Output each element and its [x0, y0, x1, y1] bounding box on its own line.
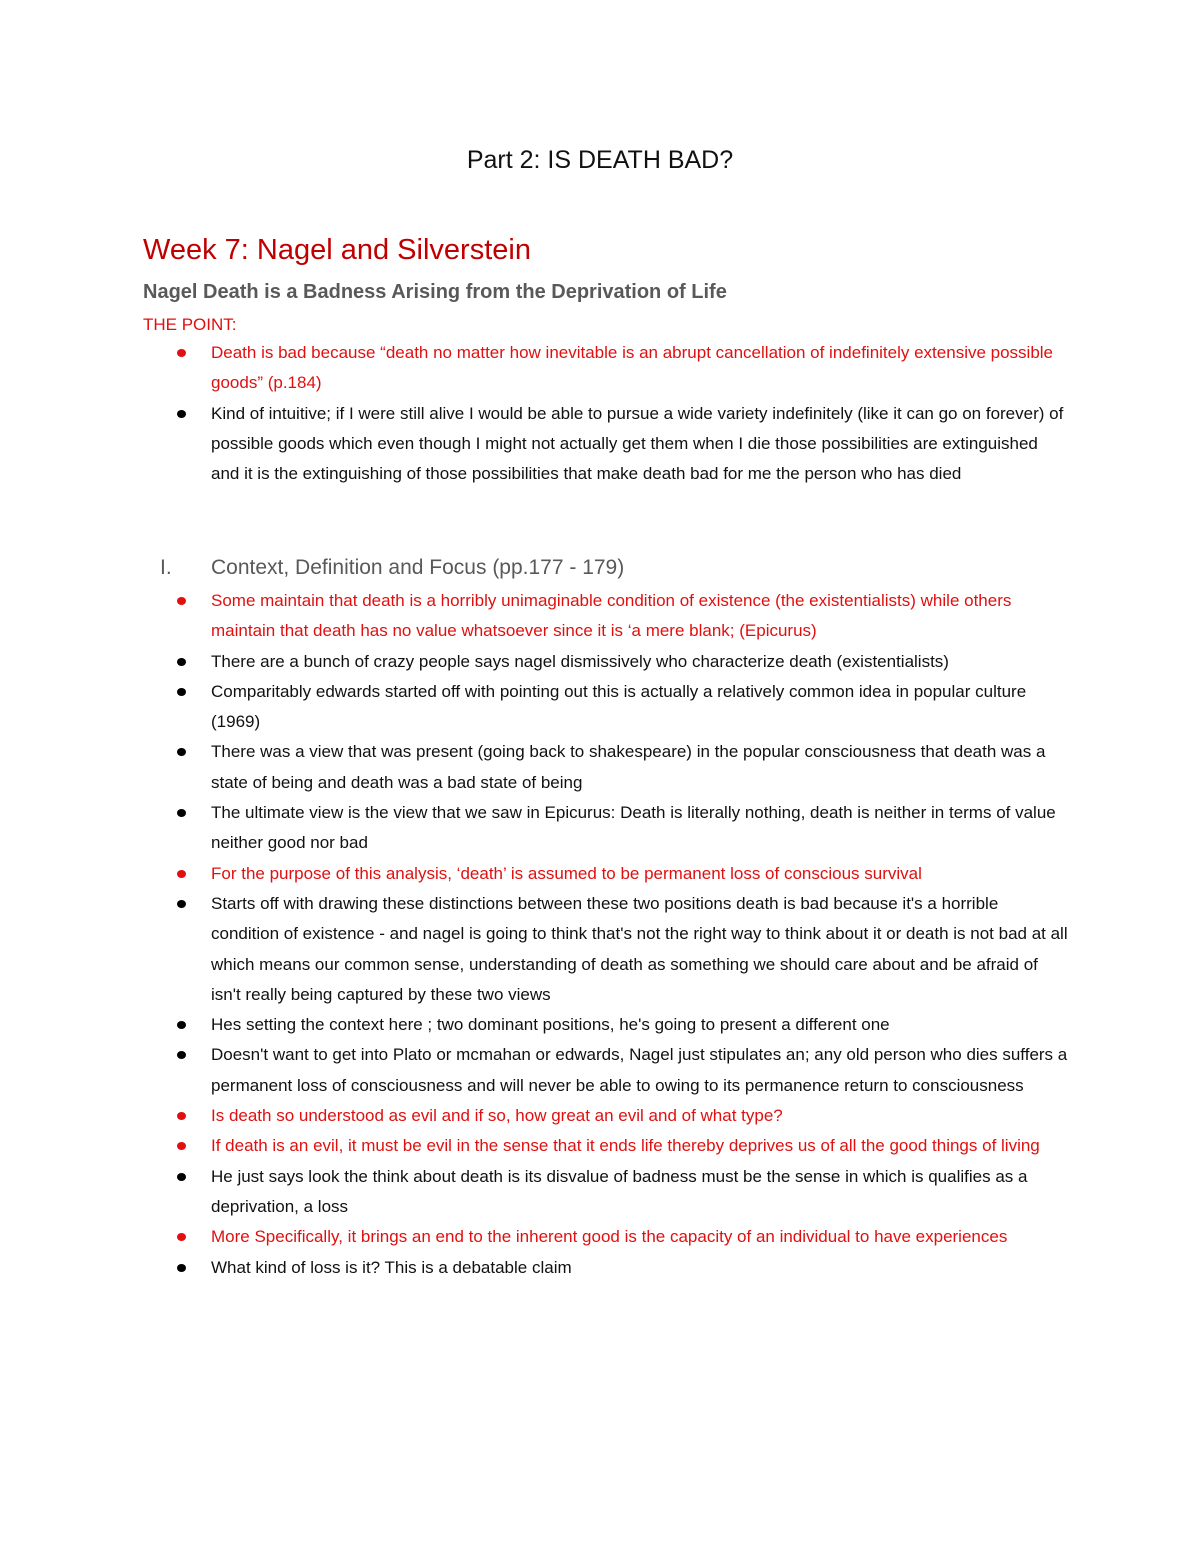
list-item: [0, 1101, 1200, 1131]
section-numeral: I.: [160, 556, 172, 579]
list-item: [0, 1222, 1200, 1252]
list-item-text: Comparitably edwards started off with pointing out this is actually a relatively common idea in popular culture (1969): [211, 681, 1027, 732]
list-item-text: Starts off with drawing these distinctions between these two positions death is bad because it's a horrible condition of existence - and nagel is going to think that's not the right way to think about it or death is not bad at all which means our common sense, understanding of death as something we should care about and be afraid of isn't really being captured by these two views: [211, 893, 1068, 1004]
list-item-text: The ultimate view is the view that we saw in Epicurus: Death is literally nothing, death is neither in terms of value neither good nor bad: [211, 803, 1056, 853]
bullet-icon: [177, 1021, 186, 1029]
bullet-icon: [177, 900, 186, 908]
bullet-icon: [177, 688, 186, 696]
bullet-icon: [177, 1051, 186, 1059]
list-item-text: There was a view that was present (going back to shakespeare) in the popular consciousness that death was a state of being and death was a bad state of being: [211, 742, 1046, 792]
section-bullet-list: [0, 586, 1200, 1283]
list-item: [0, 798, 1200, 859]
list-item: [0, 338, 1200, 399]
list-item-text: Hes setting the context here ; two dominant positions, he's going to present a different one: [211, 1015, 890, 1035]
bullet-icon: [177, 1264, 186, 1272]
bullet-icon: [177, 748, 186, 756]
section-title: Context, Definition and Focus (pp.177 - 179): [211, 556, 625, 579]
list-item-text: If death is an evil, it must be evil in the sense that it ends life thereby deprives us of all the good things of living: [211, 1136, 1040, 1156]
list-item: [0, 586, 1200, 647]
bullet-icon: [177, 809, 186, 817]
bullet-icon: [177, 658, 186, 666]
bullet-icon: [177, 349, 186, 357]
list-item: [0, 399, 1200, 490]
list-item-text: He just says look the think about death is its disvalue of badness must be the sense in which is qualifies as a deprivation, a loss: [211, 1166, 1028, 1216]
bullet-icon: [177, 1142, 186, 1150]
list-item: [0, 859, 1200, 889]
list-item-text: What kind of loss is it? This is a debatable claim: [211, 1257, 572, 1277]
list-item-text: Some maintain that death is a horribly unimaginable condition of existence (the existentialists) while others maintain that death has no value whatsoever since it is ‘a mere blank; (Epicurus): [211, 591, 1012, 641]
sub-heading: Nagel Death is a Badness Arising from the Deprivation of Life: [143, 281, 727, 303]
list-item: [0, 1040, 1200, 1101]
bullet-icon: [177, 410, 186, 418]
list-item: [0, 1253, 1200, 1283]
list-item: [0, 1131, 1200, 1161]
bullet-icon: [177, 870, 186, 878]
list-item-text: There are a bunch of crazy people says nagel dismissively who characterize death (existentialists): [211, 651, 949, 671]
list-item: [0, 647, 1200, 677]
list-item-text: For the purpose of this analysis, ‘death’ is assumed to be permanent loss of conscious survival: [211, 863, 922, 883]
list-item-text: More Specifically, it brings an end to the inherent good is the capacity of an individual to have experiences: [211, 1227, 1008, 1247]
bullet-icon: [177, 1233, 186, 1241]
list-item: [0, 1162, 1200, 1223]
list-item-text: Doesn't want to get into Plato or mcmahan or edwards, Nagel just stipulates an; any old person who dies suffers a permanent loss of consciousness and will never be able to owing to its permanence return to consciousness: [211, 1045, 1068, 1095]
list-item: [0, 737, 1200, 798]
point-bullet-list: [0, 338, 1200, 489]
list-item: [0, 1010, 1200, 1040]
list-item: [0, 889, 1200, 1010]
bullet-icon: [177, 1173, 186, 1181]
bullet-icon: [177, 1112, 186, 1120]
list-item-text: Is death so understood as evil and if so, how great an evil and of what type?: [211, 1106, 783, 1126]
part-title: Part 2: IS DEATH BAD?: [466, 146, 734, 174]
section-heading: [160, 552, 624, 584]
list-item-text: Kind of intuitive; if I were still alive I would be able to pursue a wide variety indefinitely (like it can go on forever) of possible goods which even though I might not actually get them when I die those possibilities are extinguished and it is the extinguishing of those possibilities that make death bad for me the person who has died: [211, 403, 1064, 484]
bullet-icon: [177, 597, 186, 605]
list-item: [0, 677, 1200, 738]
point-label: THE POINT:: [143, 315, 237, 334]
week-heading: Week 7: Nagel and Silverstein: [143, 234, 531, 266]
list-item-text: Death is bad because “death no matter how inevitable is an abrupt cancellation of indefinitely extensive possible goods” (p.184): [211, 343, 1054, 393]
